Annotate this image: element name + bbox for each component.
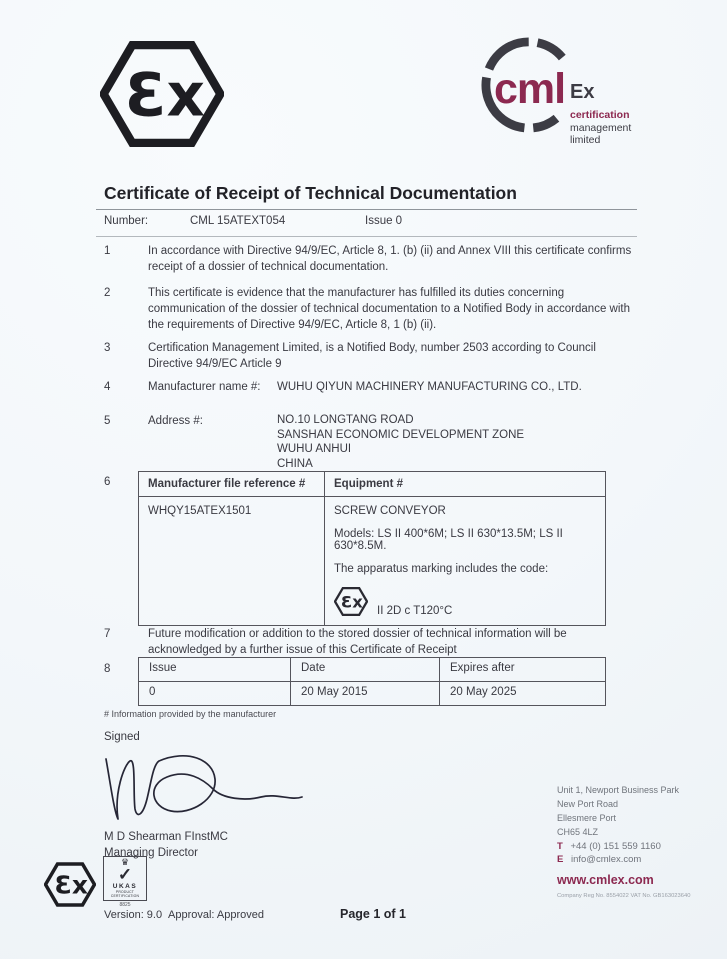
signature-image (96, 749, 311, 827)
version-text: Version: 9.0 (104, 909, 163, 921)
cml-tagline-line: certification (570, 109, 630, 121)
column-header: Date (291, 658, 440, 681)
marking-code: II 2D c T120°C (377, 605, 453, 617)
clause-number: 1 (104, 245, 111, 257)
phone-row (557, 841, 722, 852)
clause-number: 2 (104, 287, 111, 299)
svg-text:Ɛx: Ɛx (340, 592, 363, 612)
cml-tagline (570, 109, 631, 147)
table-header-row (139, 658, 605, 681)
column-header: Expires after (450, 662, 515, 674)
svg-text:Ɛx: Ɛx (54, 870, 89, 900)
clause-text: This certificate is evidence that the manufacturer has fulfilled its duties concerning communication of the dossier of technical documentation to a Notified Body in accordance with the requirements of Directive 94/9/EC, Article 8, 1 (b) (ii). (148, 287, 630, 331)
clause-7 (104, 626, 641, 658)
phone-label: T (557, 841, 563, 852)
address-value (277, 413, 637, 471)
clause-3 (104, 340, 641, 372)
table-row (139, 681, 605, 705)
clause-4-manufacturer (104, 379, 641, 395)
email-address: info@cmlex.com (570, 854, 642, 865)
crown-icon: ♛ (120, 857, 130, 867)
clause-text: Future modification or addition to the stored dossier of technical information will be acknowledged by a further issue of this Certificate of Receipt (148, 628, 567, 656)
company-address (557, 783, 722, 839)
certificate-title: Certificate of Receipt of Technical Documentation (104, 183, 517, 203)
address-line: Unit 1, Newport Business Park (557, 785, 680, 795)
clause-number: 8 (104, 663, 111, 675)
cml-tagline-line: management (570, 121, 632, 134)
clause-text: Certification Management Limited, is a Notified Body, number 2503 according to Council Directive 94/9/EC Article 9 (148, 342, 596, 370)
signed-label: Signed (104, 731, 140, 743)
ex-glyph: Ɛx (125, 61, 205, 131)
clause-number: 5 (104, 415, 111, 427)
address-line: Ellesmere Port (557, 813, 617, 823)
clause-5-address (104, 413, 641, 471)
clause-1 (104, 243, 641, 275)
cml-wordmark: cml (494, 65, 566, 113)
ukas-mark (103, 856, 147, 908)
manufacturer-name-label: Manufacturer name #: (148, 381, 261, 393)
clause-2 (104, 285, 641, 333)
file-reference-table (138, 471, 606, 626)
column-header: Manufacturer file reference # (139, 472, 325, 496)
manufacturer-footnote: # Information provided by the manufacturer (104, 709, 277, 719)
cml-tagline-line: limited (570, 134, 601, 146)
checkmark-icon: ✓ (117, 865, 133, 884)
ukas-name: UKAS (112, 883, 138, 890)
clause-number: 4 (104, 381, 111, 393)
column-header: Issue (139, 658, 291, 681)
email-label: E (557, 854, 564, 865)
atex-ex-hexagon-icon (334, 586, 368, 617)
divider (96, 209, 637, 210)
expires-cell: 20 May 2025 (450, 686, 517, 698)
address-line: CH65 4LZ (557, 827, 599, 837)
signatory-name: M D Shearman FInstMC (104, 831, 228, 843)
certificate-number: CML 15ATEXT054 (190, 215, 286, 227)
approval-text: Approval: Approved (168, 909, 265, 921)
contact-block (557, 783, 722, 899)
address-label: Address #: (148, 415, 203, 427)
clause-text: In accordance with Directive 94/9/EC, Article 8, 1. (b) (ii) and Annex VIII this certificate confirms receipt of a dossier of technical documentation. (148, 245, 632, 273)
issue-cell: 0 (139, 682, 291, 705)
marking-intro: The apparatus marking includes the code: (334, 563, 549, 575)
table-header-row (139, 472, 605, 497)
address-line: CHINA (277, 457, 313, 470)
atex-ex-hexagon-icon (100, 38, 224, 150)
number-label: Number: (104, 215, 149, 227)
issue-number: Issue 0 (365, 215, 403, 227)
cml-ex-suffix: Ex (570, 81, 595, 103)
ukas-number: 8825 (119, 902, 131, 908)
clause-number: 7 (104, 628, 111, 640)
column-header: Equipment # (334, 478, 404, 490)
signatory-role: Managing Director (104, 847, 198, 859)
page-number: Page 1 of 1 (340, 907, 406, 921)
issue-table (138, 657, 606, 706)
clause-number: 6 (104, 476, 111, 488)
table-row (139, 497, 605, 625)
date-cell: 20 May 2015 (291, 682, 440, 705)
address-line: SANSHAN ECONOMIC DEVELOPMENT ZONE (277, 428, 525, 441)
equipment-models: Models: LS II 400*6M; LS II 630*13.5M; LS II 630*8.5M. (334, 528, 563, 552)
atex-ex-hexagon-icon (44, 861, 96, 908)
address-line: NO.10 LONGTANG ROAD (277, 414, 414, 426)
file-reference-cell: WHQY15ATEX1501 (139, 497, 325, 625)
divider (96, 236, 637, 237)
equipment-cell (325, 497, 605, 625)
address-line: New Port Road (557, 799, 619, 809)
company-registration: Company Reg No. 8554022 VAT No. GB163023640 (557, 893, 691, 899)
equipment-name: SCREW CONVEYOR (334, 505, 446, 517)
email-row (557, 854, 722, 865)
cml-logo (478, 34, 683, 148)
clause-number: 3 (104, 342, 111, 354)
manufacturer-name-value: WUHU QIYUN MACHINERY MANUFACTURING CO., LTD. (277, 381, 582, 393)
website-url: www.cmlex.com (557, 873, 654, 887)
ukas-subtitle: PRODUCT CERTIFICATION (110, 890, 140, 898)
address-line: WUHU ANHUI (277, 443, 352, 455)
phone-number: +44 (0) 151 559 1160 (570, 841, 661, 852)
